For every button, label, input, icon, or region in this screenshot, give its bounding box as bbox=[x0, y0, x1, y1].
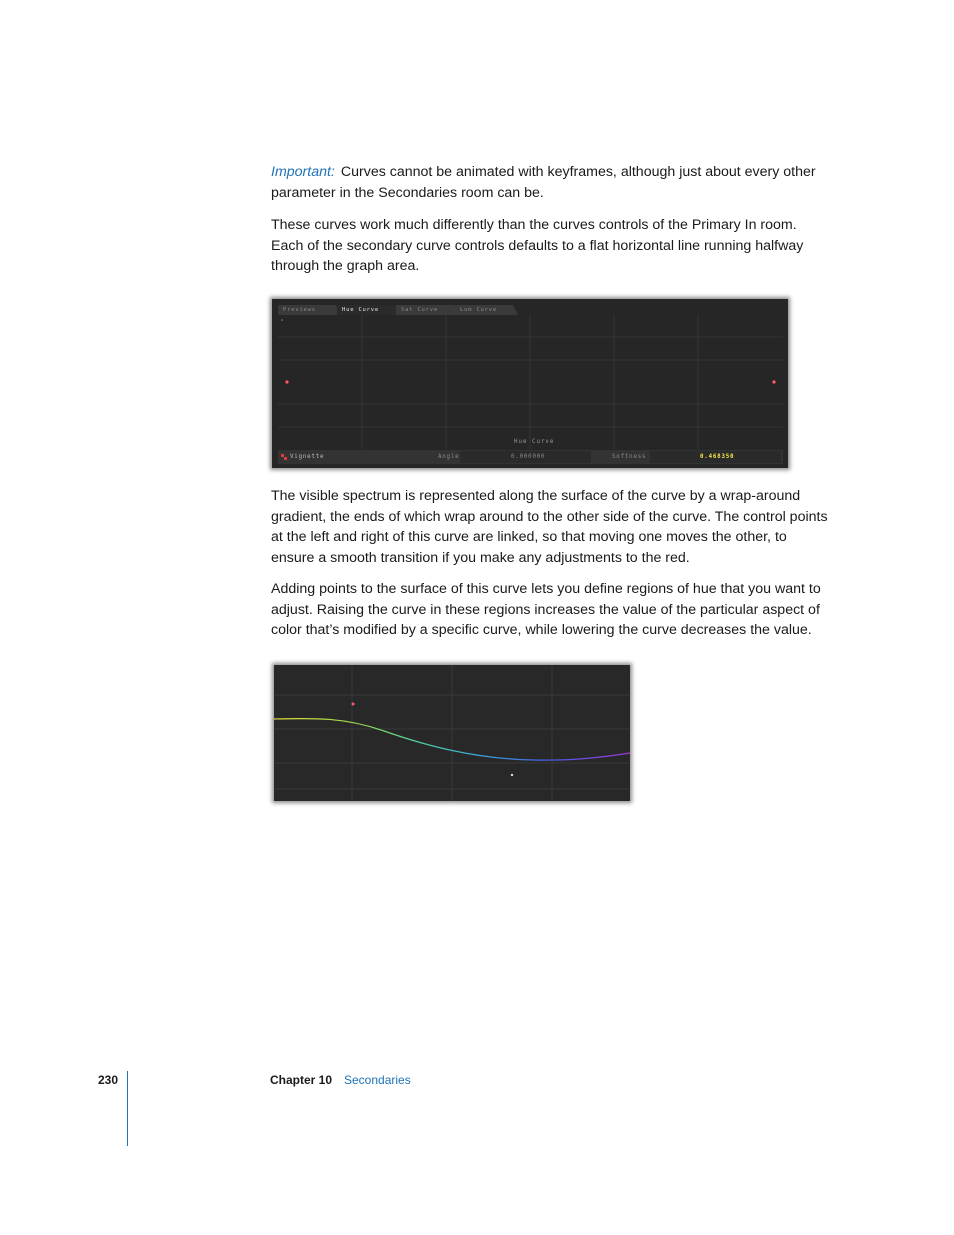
tab-lum-curve[interactable]: Lum Curve bbox=[455, 305, 513, 315]
adjusted-curve-graph[interactable] bbox=[274, 665, 630, 801]
footer-chapter: Chapter 10 bbox=[270, 1073, 333, 1087]
hue-curve-screenshot bbox=[272, 299, 788, 468]
vignette-label[interactable]: Vignette bbox=[290, 454, 325, 460]
tab-hue-curve[interactable]: Hue Curve bbox=[337, 305, 395, 315]
paragraph-curves-intro: These curves work much differently than the curves controls of the Primary In room. Each of the secondary curve controls defaults to a flat horizontal line running halfway through the graph area. bbox=[271, 217, 804, 275]
page-number: 230 bbox=[98, 1073, 119, 1087]
graph-label: Hue Curve bbox=[514, 439, 555, 445]
status-bar bbox=[278, 450, 783, 464]
important-note bbox=[271, 162, 831, 203]
important-label: Important: bbox=[271, 164, 335, 180]
curve-tab-bar bbox=[278, 305, 514, 315]
graph-corner-mark bbox=[281, 319, 283, 321]
paragraph-adding-points: Adding points to the surface of this curve lets you define regions of hue that you want to adjust. Raising the curve in these regions increases the value of the particular aspect of color that’s modified by a specific curve, while lowering the curve decreases the value. bbox=[271, 581, 821, 639]
paragraph-spectrum: The visible spectrum is represented along the surface of the curve by a wrap-around gradient, the ends of which wrap around to the other side of the curve. The control points at the left and right of this curve are linked, so that moving one moves the other, to ensure a smooth transition if you make any adjustments to the red. bbox=[271, 488, 828, 566]
vignette-icon bbox=[281, 454, 287, 460]
softness-label: Softness bbox=[612, 454, 647, 460]
left-control-point bbox=[285, 380, 288, 383]
adjusted-curve-screenshot bbox=[274, 665, 630, 801]
angle-label: Angle bbox=[438, 454, 460, 460]
right-control-point bbox=[772, 380, 775, 383]
angle-value: 0.000000 bbox=[511, 454, 546, 460]
footer-rule bbox=[127, 1071, 128, 1146]
tab-previews[interactable]: Previews bbox=[278, 305, 336, 315]
important-text: Curves cannot be animated with keyframes, although just about every other parameter in the Secondaries room can be. bbox=[271, 164, 816, 201]
hue-curve-graph[interactable] bbox=[278, 315, 783, 449]
footer-section-link[interactable]: Secondaries bbox=[344, 1073, 411, 1087]
tab-sat-curve[interactable]: Sat Curve bbox=[396, 305, 454, 315]
upper-control-point bbox=[352, 703, 355, 706]
softness-value: 0.468350 bbox=[700, 454, 735, 460]
lower-control-point bbox=[511, 774, 513, 776]
